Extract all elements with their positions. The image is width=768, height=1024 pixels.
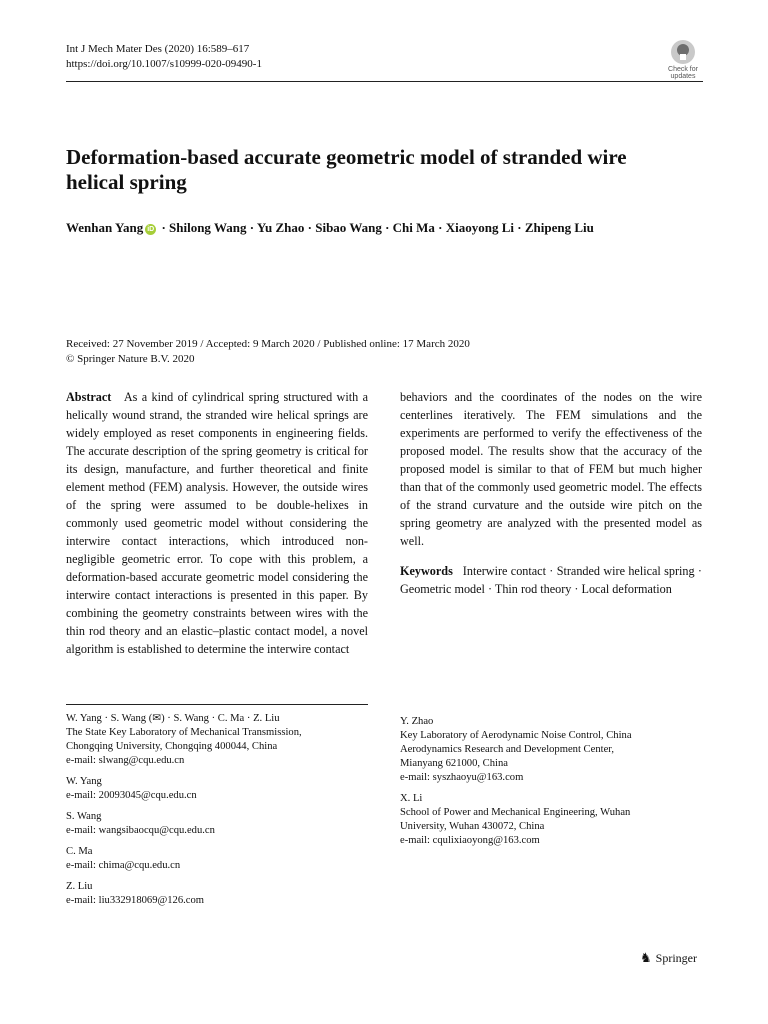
abstract-text-left: As a kind of cylindrical spring structured with a helically wound strand, the stranded wire helical springs are widely employed as reset components in engineering fields. The accurate description of the spring geometry is critical for its design, manufacture, and further theoretical and finite element method (FEM) analysis. However, the outside wires of the spring were assumed to be double-helixes in commonly used geometric model without considering the interwire contact interactions, which introduced non-negligible geometric error. To cope with this problem, a deformation-based accurate geometric model considering the interwire contact interactions is presented in this paper. By combining the geometry constraints between wires with the thin rod theory and an elastic–plastic contact model, a novel algorithm is established to determine the interwire contact: [66, 390, 369, 656]
author-list: [66, 218, 686, 237]
springer-horse-icon: ♞: [640, 950, 652, 965]
abstract-label: Abstract: [66, 390, 112, 404]
affiliation-block: W. Yang · S. Wang (✉) · S. Wang · C. Ma · Z. Liu The State Key Laboratory of Mechanical Transmission, Chongqing University, Chongqing 400044, China e-mail: slwang@cqu.edu.cn: [66, 712, 376, 768]
keywords-label: Keywords: [400, 564, 453, 578]
email[interactable]: e-mail: syszhaoyu@163.com: [400, 772, 524, 783]
first-author: Wenhan Yang: [66, 220, 144, 235]
abstract-right-column: [400, 388, 702, 598]
running-header: [66, 42, 262, 72]
paper-title: Deformation-based accurate geometric model of stranded wire helical spring: [66, 145, 627, 194]
affiliation-block: C. Ma e-mail: chima@cqu.edu.cn: [66, 845, 376, 873]
email[interactable]: e-mail: liu332918069@126.com: [66, 895, 205, 906]
history-dates: Received: 27 November 2019 / Accepted: 9 March 2020 / Published online: 17 March 2020: [66, 338, 470, 350]
keywords-text: Interwire contact · Stranded wire helical spring · Geometric model · Thin rod theory · Local deformation: [400, 564, 702, 596]
email[interactable]: e-mail: chima@cqu.edu.cn: [66, 860, 181, 871]
check-for-updates-label: Check for updates: [668, 66, 698, 80]
doi-link[interactable]: https://doi.org/10.1007/s10999-020-09490-1: [66, 58, 262, 70]
affiliation-block: S. Wang e-mail: wangsibaocqu@cqu.edu.cn: [66, 810, 376, 838]
affiliation-block: Z. Liu e-mail: liu332918069@126.com: [66, 880, 376, 908]
email[interactable]: e-mail: 20093045@cqu.edu.cn: [66, 790, 197, 801]
keywords: [400, 562, 702, 598]
publication-dates: [66, 337, 470, 367]
check-for-updates-badge[interactable]: [664, 40, 702, 78]
check-for-updates-icon: [671, 40, 695, 64]
affiliation-block: X. Li School of Power and Mechanical Engineering, Wuhan University, Wuhan 430072, China e-mail: cqulixiaoyong@163.com: [400, 792, 710, 848]
affiliations-left: [66, 712, 376, 915]
email[interactable]: e-mail: wangsibaocqu@cqu.edu.cn: [66, 825, 215, 836]
journal-citation: Int J Mech Mater Des (2020) 16:589–617: [66, 43, 250, 55]
abstract-left-column: [66, 388, 368, 658]
publisher-logo: [640, 951, 697, 965]
email[interactable]: e-mail: cqulixiaoyong@163.com: [400, 835, 540, 846]
email[interactable]: e-mail: slwang@cqu.edu.cn: [66, 755, 185, 766]
affiliation-block: Y. Zhao Key Laboratory of Aerodynamic Noise Control, China Aerodynamics Research and Development Center, Mianyang 621000, China e-mail: syszhaoyu@163.com: [400, 715, 710, 785]
affiliations-right: [400, 715, 710, 855]
footnote-divider: [66, 704, 368, 705]
affiliation-block: W. Yang e-mail: 20093045@cqu.edu.cn: [66, 775, 376, 803]
copyright: © Springer Nature B.V. 2020: [66, 353, 195, 365]
orcid-icon[interactable]: iD: [147, 226, 155, 233]
header-divider: [66, 81, 703, 82]
publisher-name: Springer: [655, 951, 697, 965]
other-authors: · Shilong Wang · Yu Zhao · Sibao Wang · Chi Ma · Xiaoyong Li · Zhipeng Liu: [161, 220, 594, 235]
abstract-text-right: behaviors and the coordinates of the nodes on the wire centerlines iteratively. The FEM simulations and the experiments are performed to verify the effectiveness of the proposed model. The results show that the accuracy of the proposed model is similar to that of FEM but much higher than that of the commonly used geometric model. The effects of the strand curvature and the outside wire pitch on the spring geometry are analyzed with the presented model as well.: [400, 390, 702, 548]
